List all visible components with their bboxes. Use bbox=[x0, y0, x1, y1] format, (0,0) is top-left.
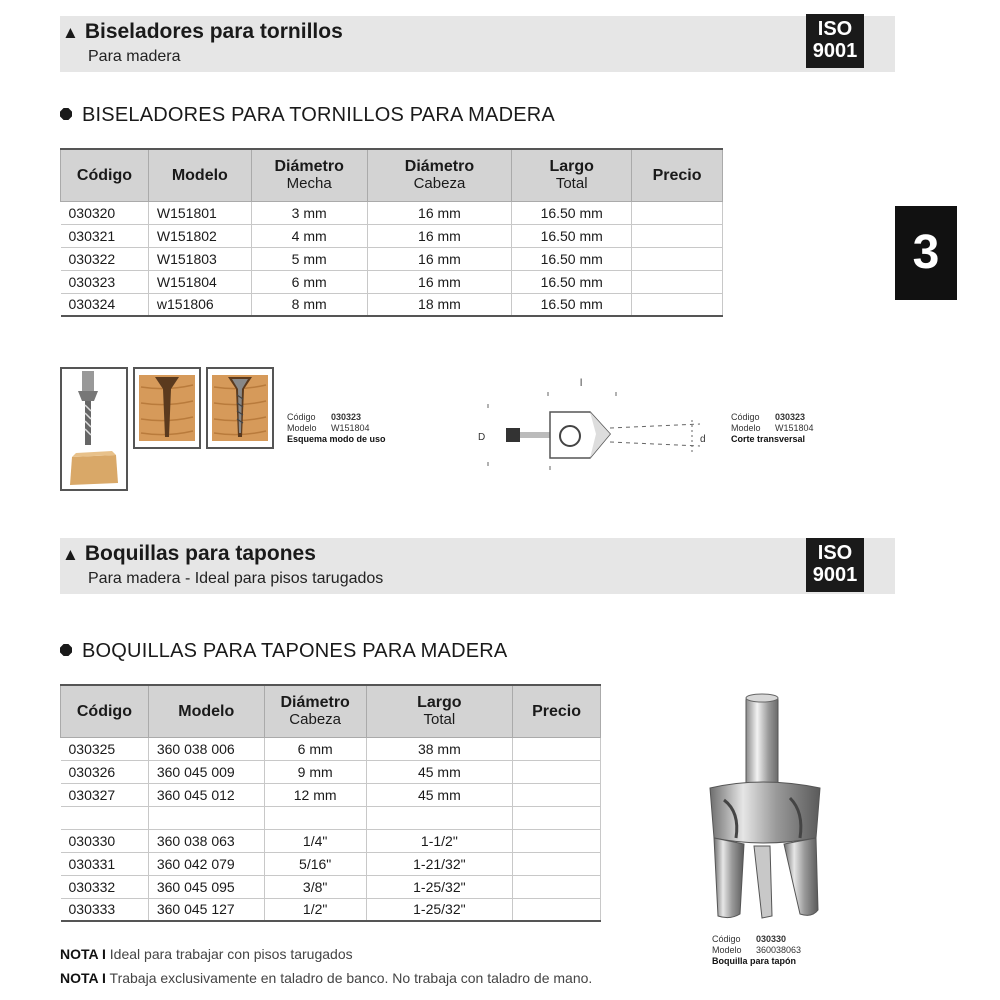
plug-cutter-caption bbox=[712, 934, 801, 967]
note-text: Trabaja exclusivamente en taladro de banco. No trabaja con taladro de mano. bbox=[109, 970, 593, 986]
table-cell: 030322 bbox=[61, 247, 149, 270]
iso-number: 9001 bbox=[812, 564, 858, 586]
table-row bbox=[61, 247, 723, 270]
caption-code: 030323 bbox=[775, 412, 806, 422]
table-row bbox=[61, 806, 601, 829]
table-cell: 16 mm bbox=[367, 224, 512, 247]
table-cell: 030331 bbox=[61, 852, 149, 875]
usage-illustration-countersink bbox=[133, 367, 201, 449]
table-cell: 16.50 mm bbox=[512, 247, 632, 270]
column-header-label: Largo bbox=[549, 158, 594, 176]
column-header bbox=[513, 685, 601, 737]
table-cell: 6 mm bbox=[251, 270, 367, 293]
cross-section-diagram bbox=[470, 372, 720, 472]
table-cell: 030321 bbox=[61, 224, 149, 247]
section-caption bbox=[731, 412, 814, 445]
column-header-sublabel: Cabeza bbox=[289, 711, 341, 729]
caption-label: Modelo bbox=[712, 945, 742, 955]
column-header-sublabel: Cabeza bbox=[413, 175, 466, 193]
section1-title-text: Biseladores para tornillos bbox=[84, 20, 343, 43]
diagram-label-d: d bbox=[700, 434, 706, 445]
caption-label: Código bbox=[731, 412, 760, 422]
table-cell bbox=[513, 852, 601, 875]
column-header-sublabel: Total bbox=[555, 175, 588, 193]
table-cell: 030330 bbox=[61, 829, 149, 852]
column-header bbox=[367, 149, 512, 201]
column-header bbox=[61, 149, 149, 201]
table-cell: 030324 bbox=[61, 293, 149, 316]
table-cell: W151801 bbox=[148, 201, 251, 224]
plug-caption-model-line bbox=[712, 945, 801, 956]
section1-banner bbox=[60, 16, 895, 72]
table-cell: 45 mm bbox=[366, 760, 513, 783]
column-header-label: Modelo bbox=[171, 166, 228, 184]
caption-title: Boquilla para tapón bbox=[712, 956, 797, 966]
table-cell bbox=[366, 806, 513, 829]
table-cell bbox=[61, 806, 149, 829]
usage-caption-code-line bbox=[287, 412, 386, 423]
table-cell: 16.50 mm bbox=[512, 293, 632, 316]
table-cell: 16 mm bbox=[367, 247, 512, 270]
caption-label: Código bbox=[712, 934, 741, 944]
table-cell: 6 mm bbox=[264, 737, 366, 760]
caption-model: W151804 bbox=[331, 423, 370, 433]
table-cell bbox=[632, 270, 723, 293]
table-cell: 1/4" bbox=[264, 829, 366, 852]
section1-banner-subtitle: Para madera bbox=[88, 48, 181, 65]
iso-number: 9001 bbox=[812, 40, 858, 62]
caption-title: Corte transversal bbox=[731, 434, 806, 444]
table-cell: w151806 bbox=[148, 293, 251, 316]
table-row bbox=[61, 783, 601, 806]
table-cell: 360 045 012 bbox=[148, 783, 264, 806]
table-cell: 030325 bbox=[61, 737, 149, 760]
table-cell: 16.50 mm bbox=[512, 201, 632, 224]
diagram-label-D: D bbox=[478, 432, 486, 443]
table-cell: 030332 bbox=[61, 875, 149, 898]
table-cell: 16 mm bbox=[367, 201, 512, 224]
table-cell: 030333 bbox=[61, 898, 149, 921]
table-cell: 18 mm bbox=[367, 293, 512, 316]
section1-heading-text: BISELADORES PARA TORNILLOS PARA MADERA bbox=[82, 104, 555, 126]
boquillas-table bbox=[60, 684, 601, 922]
table-row bbox=[61, 898, 601, 921]
table-cell: 360 045 095 bbox=[148, 875, 264, 898]
table-cell bbox=[632, 201, 723, 224]
table-cell: 8 mm bbox=[251, 293, 367, 316]
caption-model: 360038063 bbox=[756, 945, 802, 955]
note-label: NOTA I bbox=[60, 970, 106, 986]
table-row bbox=[61, 875, 601, 898]
table-cell: 1-1/2" bbox=[366, 829, 513, 852]
column-header-label: Diámetro bbox=[280, 694, 350, 712]
table-cell bbox=[513, 806, 601, 829]
table-cell: 12 mm bbox=[264, 783, 366, 806]
caption-code: 030330 bbox=[756, 934, 787, 944]
note-text: Ideal para trabajar con pisos tarugados bbox=[109, 946, 353, 962]
section-caption-model-line bbox=[731, 423, 814, 434]
section2-title-text: Boquillas para tapones bbox=[84, 542, 316, 565]
table-cell: 16.50 mm bbox=[512, 270, 632, 293]
usage-illustration-screw bbox=[206, 367, 274, 449]
table-row bbox=[61, 293, 723, 316]
table-cell: 5 mm bbox=[251, 247, 367, 270]
table-cell: 5/16" bbox=[264, 852, 366, 875]
usage-caption-model-line bbox=[287, 423, 386, 434]
table-cell: W151804 bbox=[148, 270, 251, 293]
table-cell: 360 045 127 bbox=[148, 898, 264, 921]
column-header bbox=[264, 685, 366, 737]
table-cell: 030323 bbox=[61, 270, 149, 293]
table-row bbox=[61, 201, 723, 224]
column-header bbox=[61, 685, 149, 737]
table-cell: W151802 bbox=[148, 224, 251, 247]
table-cell: W151803 bbox=[148, 247, 251, 270]
caption-label: Modelo bbox=[731, 423, 761, 433]
table-cell: 030326 bbox=[61, 760, 149, 783]
column-header-label: Precio bbox=[532, 702, 582, 720]
biseladores-table bbox=[60, 148, 723, 317]
column-header-label: Código bbox=[76, 166, 132, 184]
table-cell bbox=[513, 783, 601, 806]
table-cell: 16.50 mm bbox=[512, 224, 632, 247]
table-cell bbox=[632, 247, 723, 270]
octagon-bullet-icon bbox=[60, 108, 72, 120]
column-header-label: Precio bbox=[652, 166, 702, 184]
table-cell: 3 mm bbox=[251, 201, 367, 224]
column-header-label: Modelo bbox=[178, 702, 235, 720]
diagram-label-l: l bbox=[580, 378, 583, 389]
table-cell: 030320 bbox=[61, 201, 149, 224]
section1-banner-title bbox=[62, 20, 343, 44]
iso-label: ISO bbox=[817, 18, 853, 40]
caption-model: W151804 bbox=[775, 423, 814, 433]
table-cell bbox=[513, 760, 601, 783]
section2-banner bbox=[60, 538, 895, 594]
table-cell: 1/2" bbox=[264, 898, 366, 921]
table-cell: 16 mm bbox=[367, 270, 512, 293]
table-cell bbox=[513, 898, 601, 921]
table-row bbox=[61, 270, 723, 293]
note-2 bbox=[60, 970, 592, 986]
table-cell: 360 042 079 bbox=[148, 852, 264, 875]
plug-cutter-image bbox=[700, 688, 840, 928]
table-cell bbox=[632, 224, 723, 247]
table-cell: 360 045 009 bbox=[148, 760, 264, 783]
caption-code: 030323 bbox=[331, 412, 362, 422]
table-header-row bbox=[61, 149, 723, 201]
column-header-sublabel: Total bbox=[423, 711, 456, 729]
chapter-tab: 3 bbox=[895, 206, 957, 300]
table-cell: 030327 bbox=[61, 783, 149, 806]
section2-banner-title bbox=[62, 542, 316, 566]
table-cell: 1-25/32" bbox=[366, 875, 513, 898]
table-row bbox=[61, 737, 601, 760]
table-cell: 3/8" bbox=[264, 875, 366, 898]
column-header bbox=[148, 685, 264, 737]
column-header-sublabel: Mecha bbox=[286, 175, 332, 193]
table-cell: 4 mm bbox=[251, 224, 367, 247]
table-cell bbox=[632, 293, 723, 316]
caption-label: Código bbox=[287, 412, 316, 422]
table-row bbox=[61, 224, 723, 247]
table-cell bbox=[148, 806, 264, 829]
table-cell: 360 038 063 bbox=[148, 829, 264, 852]
triangle-icon: ▲ bbox=[62, 545, 79, 564]
table-cell: 38 mm bbox=[366, 737, 513, 760]
plug-caption-code-line bbox=[712, 934, 801, 945]
column-header-label: Diámetro bbox=[274, 158, 344, 176]
section2-banner-subtitle: Para madera - Ideal para pisos tarugados bbox=[88, 570, 384, 587]
note-label: NOTA I bbox=[60, 946, 106, 962]
table-cell bbox=[264, 806, 366, 829]
table-cell bbox=[513, 829, 601, 852]
table-cell: 1-21/32" bbox=[366, 852, 513, 875]
usage-illustration-drill bbox=[60, 367, 128, 491]
table-cell bbox=[513, 875, 601, 898]
table-cell bbox=[513, 737, 601, 760]
table-cell: 360 038 006 bbox=[148, 737, 264, 760]
table-header-row bbox=[61, 685, 601, 737]
table-cell: 45 mm bbox=[366, 783, 513, 806]
column-header bbox=[148, 149, 251, 201]
caption-label: Modelo bbox=[287, 423, 317, 433]
iso-badge bbox=[806, 14, 864, 68]
note-1 bbox=[60, 946, 353, 962]
table-row bbox=[61, 852, 601, 875]
table-cell: 1-25/32" bbox=[366, 898, 513, 921]
section2-heading bbox=[60, 640, 507, 663]
triangle-icon: ▲ bbox=[62, 23, 79, 42]
section1-heading bbox=[60, 104, 555, 127]
column-header bbox=[251, 149, 367, 201]
section2-heading-text: BOQUILLAS PARA TAPONES PARA MADERA bbox=[82, 640, 508, 662]
iso-badge bbox=[806, 538, 864, 592]
table-cell: 9 mm bbox=[264, 760, 366, 783]
iso-label: ISO bbox=[817, 542, 853, 564]
column-header bbox=[366, 685, 513, 737]
octagon-bullet-icon bbox=[60, 644, 72, 656]
table-row bbox=[61, 760, 601, 783]
table-row bbox=[61, 829, 601, 852]
column-header-label: Largo bbox=[417, 694, 462, 712]
column-header bbox=[632, 149, 723, 201]
column-header-label: Código bbox=[76, 702, 132, 720]
section-caption-code-line bbox=[731, 412, 814, 423]
caption-title: Esquema modo de uso bbox=[287, 434, 386, 444]
usage-caption bbox=[287, 412, 386, 445]
column-header-label: Diámetro bbox=[404, 158, 475, 176]
column-header bbox=[512, 149, 632, 201]
